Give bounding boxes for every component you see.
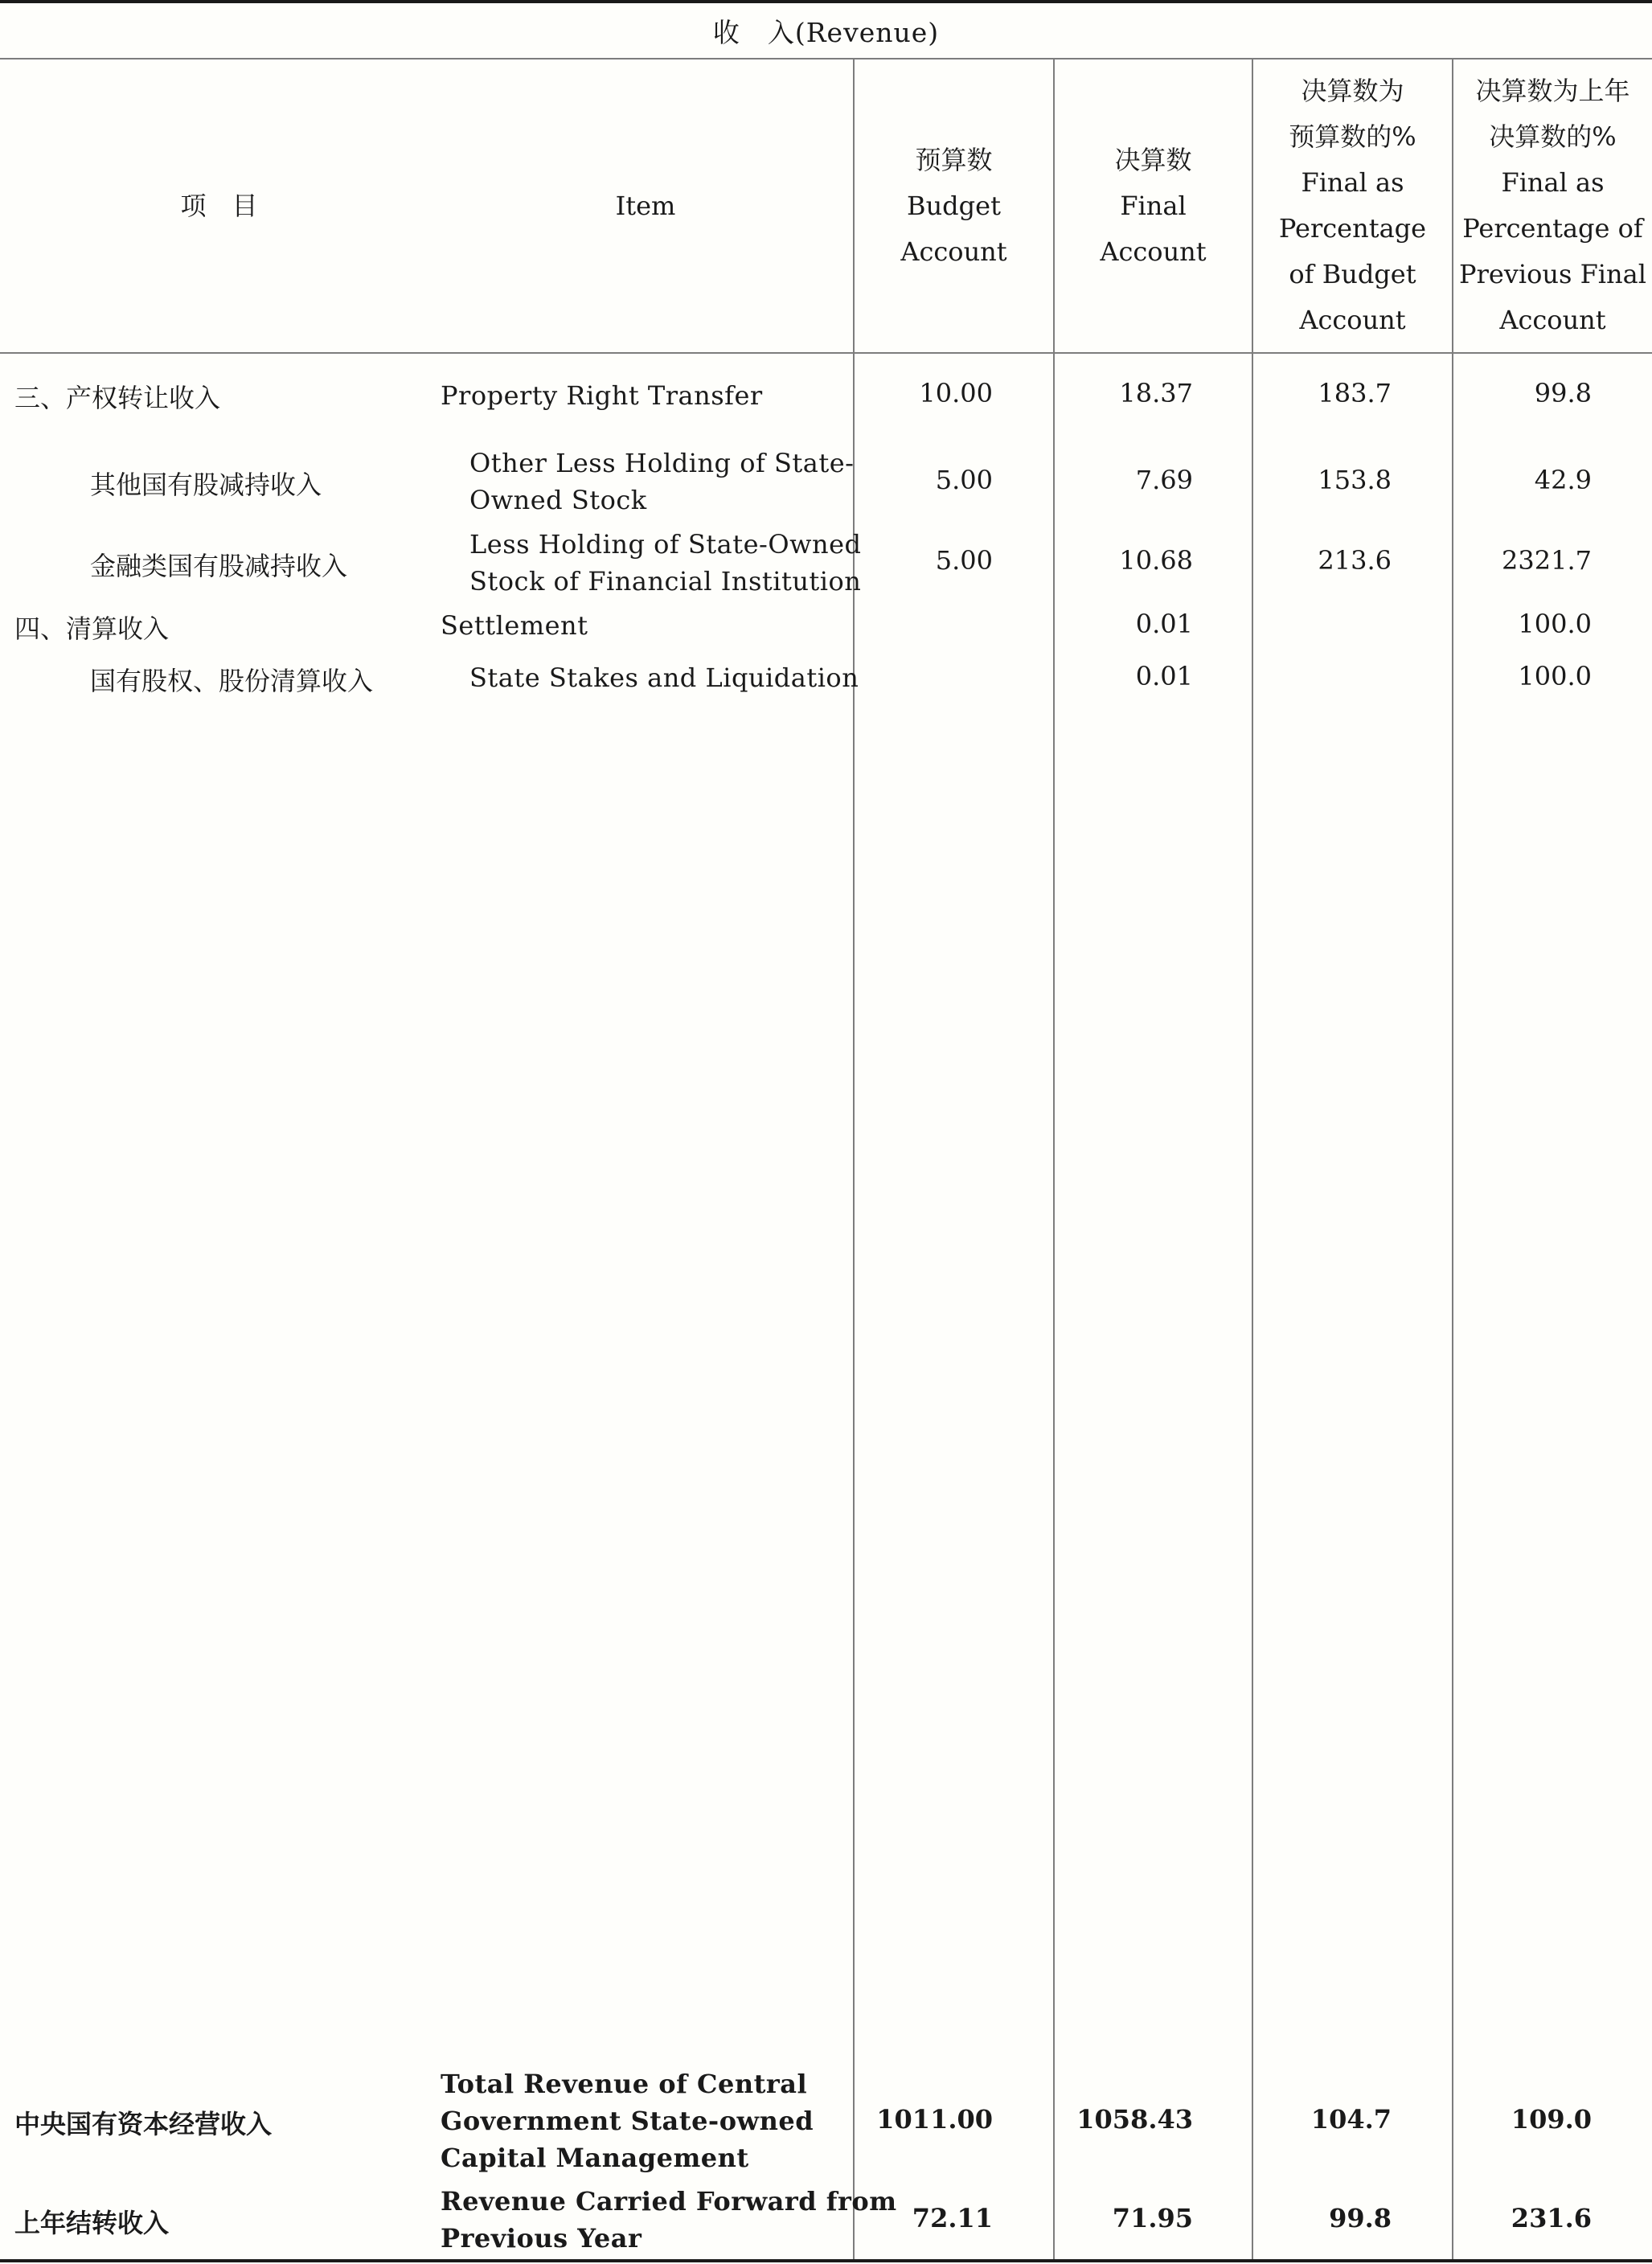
row-label-en: Property Right Transfer (441, 380, 763, 411)
row-label-en: Less Holding of State-Owned Stock of Financial Institution (469, 529, 862, 597)
total-label-en: Revenue Carried Forward from Previous Year (441, 2186, 897, 2254)
header-item-zh: 项 目 (180, 190, 258, 221)
total-label-zh: 上年结转收入 (14, 2208, 170, 2238)
pct-budget-value: 153.8 (1318, 465, 1392, 495)
pct-prev-value: 2321.7 (1502, 545, 1592, 576)
total-final-value: 1058.43 (1076, 2104, 1193, 2135)
header-pct-budget: 决算数为 预算数的% Final as Percentage of Budget Account (1278, 76, 1427, 335)
final-value: 10.68 (1119, 545, 1193, 576)
final-value: 7.69 (1135, 465, 1193, 495)
pct-budget-value: 213.6 (1318, 545, 1392, 576)
total-label-zh: 中央国有资本经营收入 (14, 2109, 273, 2139)
pct-prev-value: 100.0 (1518, 661, 1592, 691)
final-value: 18.37 (1119, 378, 1193, 408)
table-bottom-rule (0, 2259, 1652, 2262)
row-label-en: Settlement (441, 610, 588, 641)
header-divider (0, 352, 1652, 354)
final-value: 0.01 (1135, 609, 1193, 639)
budget-value: 5.00 (935, 465, 993, 495)
total-budget-value: 72.11 (912, 2203, 993, 2233)
row-label-en: Other Less Holding of State- Owned Stock (469, 448, 855, 515)
total-pct-prev-value: 109.0 (1511, 2104, 1592, 2135)
pct-prev-value: 42.9 (1534, 465, 1592, 495)
row-label-zh: 三、产权转让收入 (14, 383, 221, 413)
header-final: 决算数 Final Account (1100, 144, 1207, 267)
budget-value: 10.00 (919, 378, 993, 408)
row-label-zh: 金融类国有股减持收入 (90, 551, 348, 581)
budget-value: 5.00 (935, 545, 993, 576)
header-pct-prev: 决算数为上年 决算数的% Final as Percentage of Previous Final Account (1459, 76, 1646, 335)
final-value: 0.01 (1135, 661, 1193, 691)
total-budget-value: 1011.00 (876, 2104, 993, 2135)
total-final-value: 71.95 (1112, 2203, 1193, 2233)
row-label-zh: 其他国有股减持收入 (90, 470, 322, 500)
table-caption: 收 入(Revenue) (712, 16, 940, 48)
header-budget: 预算数 Budget Account (900, 144, 1007, 267)
row-label-zh: 四、清算收入 (14, 613, 170, 644)
row-label-en: State Stakes and Liquidation (469, 662, 859, 693)
pct-prev-value: 100.0 (1518, 609, 1592, 639)
total-pct-budget-value: 104.7 (1310, 2104, 1392, 2135)
pct-budget-value: 183.7 (1318, 378, 1392, 408)
header-item-en: Item (615, 190, 676, 221)
pct-prev-value: 99.8 (1534, 378, 1592, 408)
row-label-zh: 国有股权、股份清算收入 (90, 666, 374, 696)
total-pct-prev-value: 231.6 (1511, 2203, 1592, 2233)
total-label-en: Total Revenue of Central Government State-owned Capital Management (441, 2069, 814, 2173)
total-pct-budget-value: 99.8 (1329, 2203, 1392, 2233)
